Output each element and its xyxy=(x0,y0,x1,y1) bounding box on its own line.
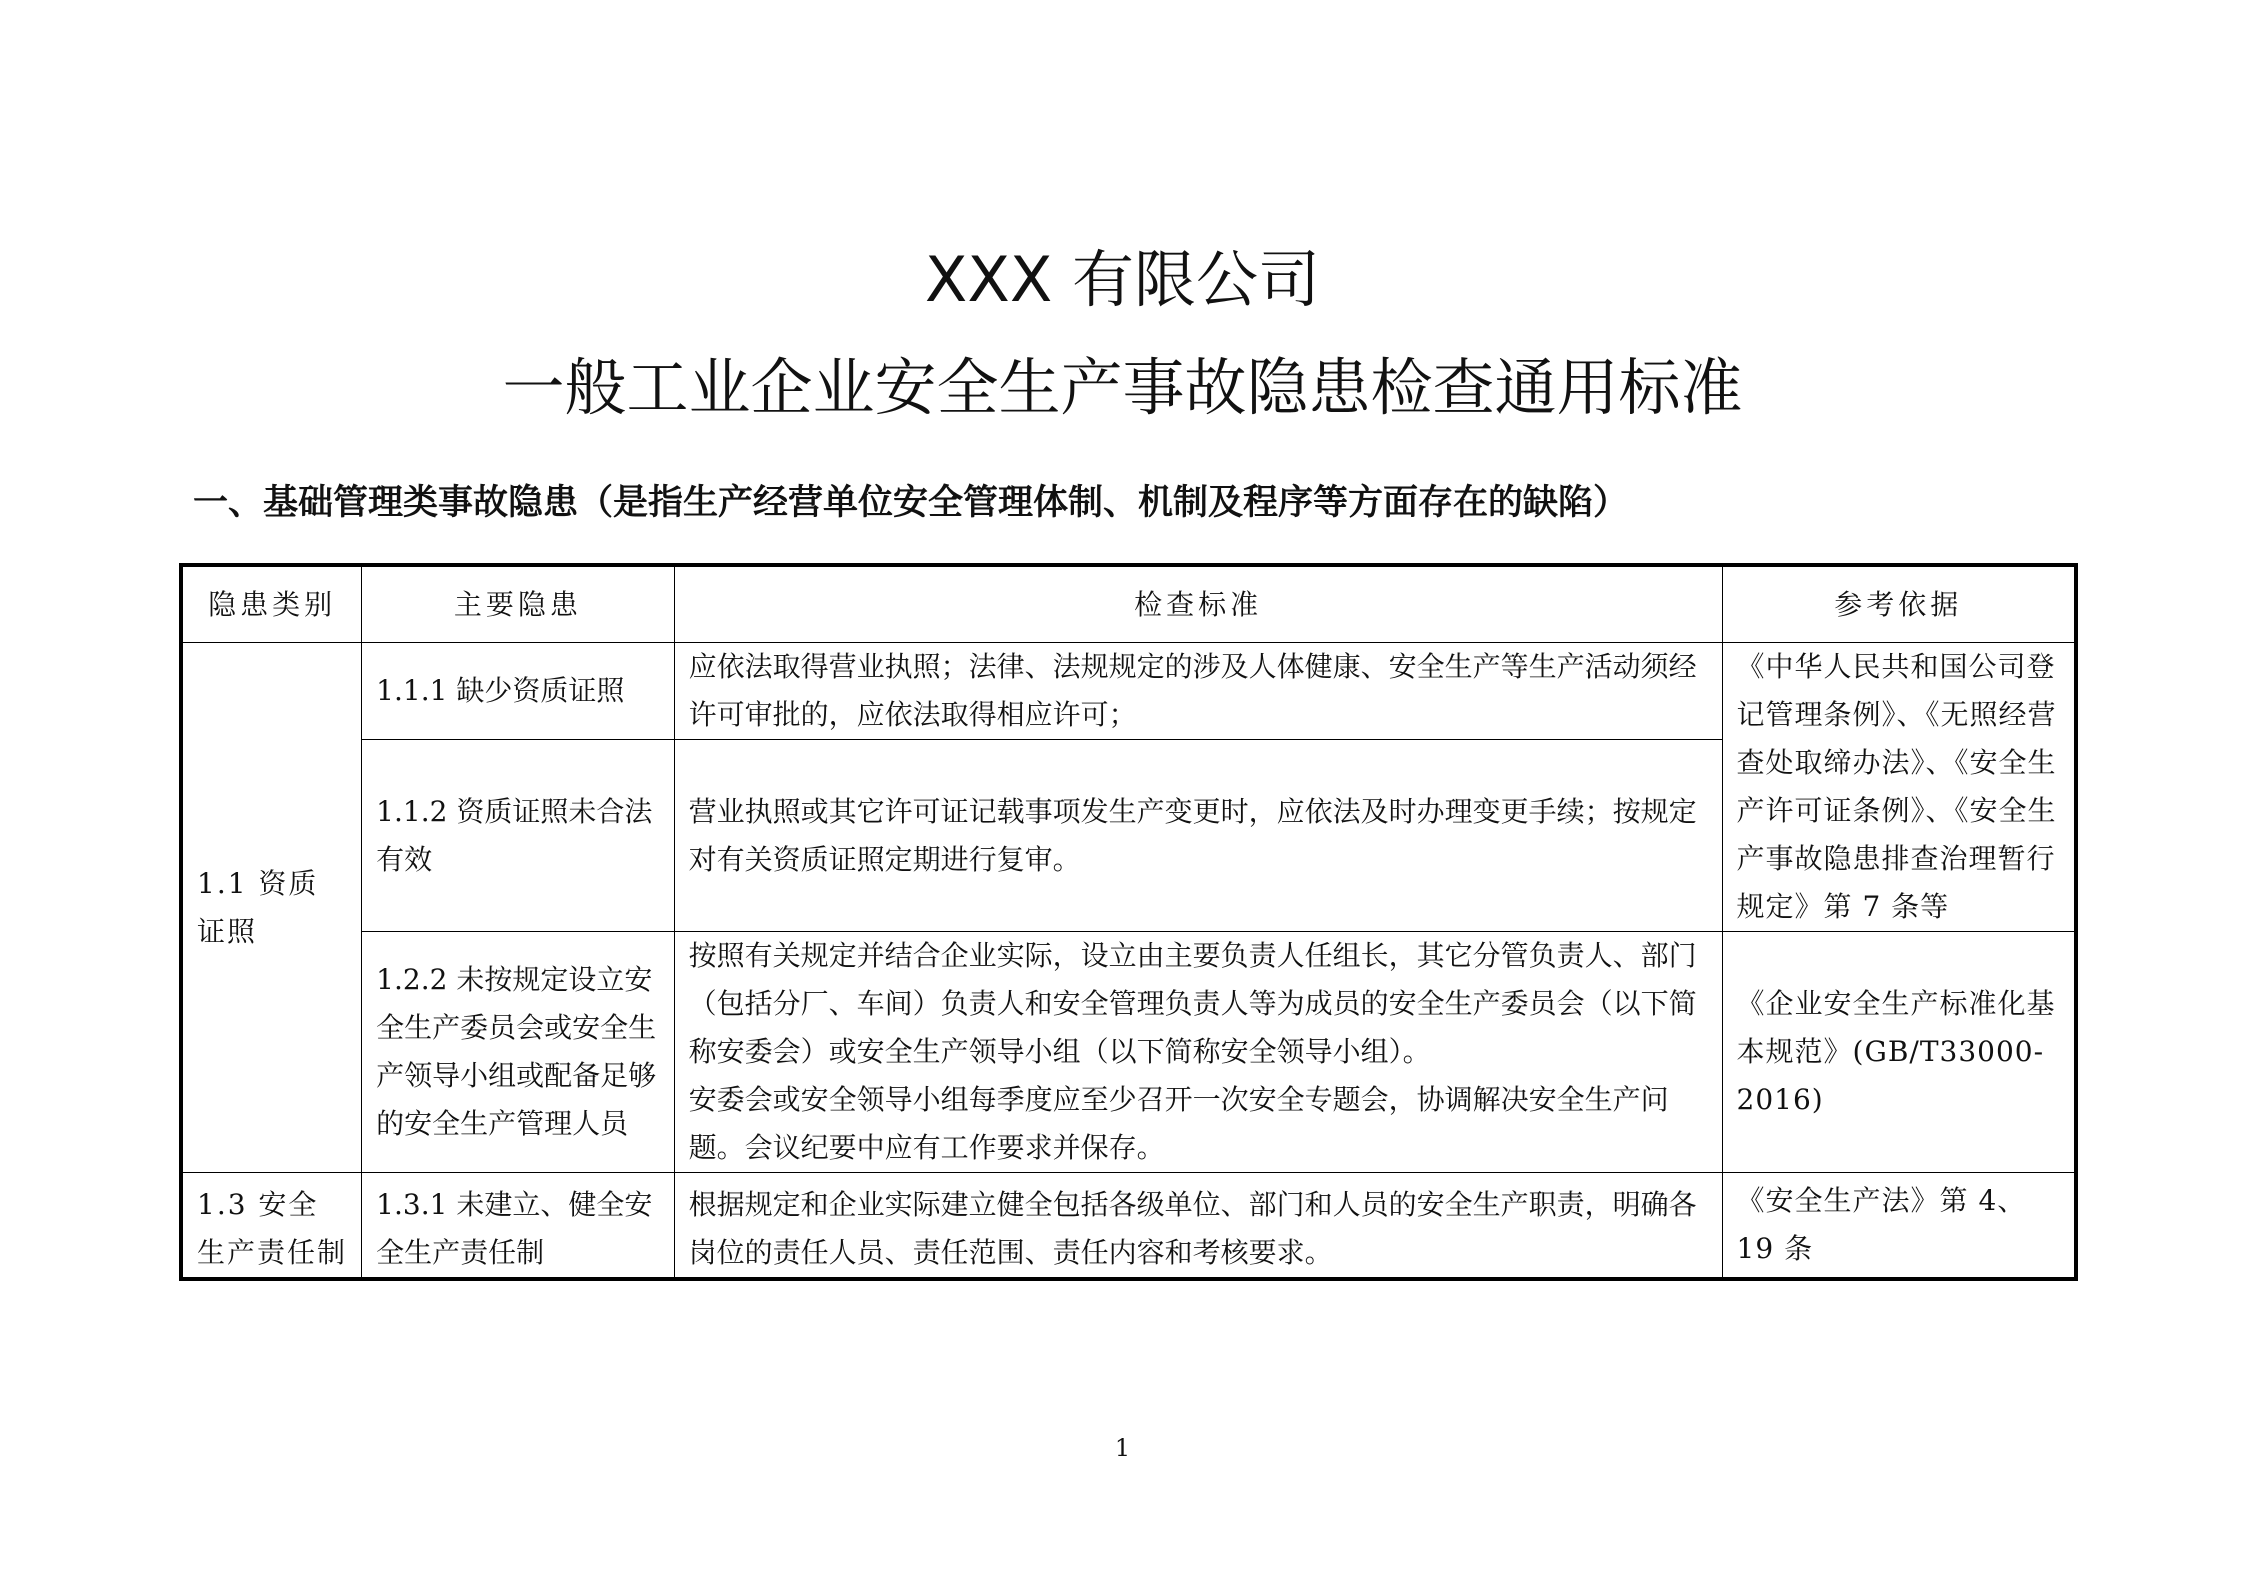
header-category: 隐患类别 xyxy=(181,565,362,643)
table-row xyxy=(181,643,2076,740)
header-check-standard: 检查标准 xyxy=(674,565,1722,643)
check-standard-paragraph: 安委会或安全领导小组每季度应至少召开一次安全专题会，协调解决安全生产问题。会议纪要中应有工作要求并保存。 xyxy=(688,1083,1669,1164)
page-number: 1 xyxy=(1114,1434,1131,1462)
check-standard-cell: 应依法取得营业执照；法律、法规规定的涉及人体健康、安全生产等生产活动须经许可审批的，应依法取得相应许可； xyxy=(674,643,1722,740)
header-reference: 参考依据 xyxy=(1722,565,2076,643)
check-standard-paragraph: 按照有关规定并结合企业实际，设立由主要负责人任组长，其它分管负责人、部门（包括分厂、车间）负责人和安全管理负责人等为成员的安全生产委员会（以下简称安委会）或安全生产领导小组（以下简称安全领导小组）。 xyxy=(688,939,1697,1068)
main-hazard-cell: 1.1.2 资质证照未合法有效 xyxy=(362,740,674,932)
main-hazard-cell: 1.1.1 缺少资质证照 xyxy=(362,643,674,740)
main-hazard-cell: 1.2.2 未按规定设立安全生产委员会或安全生产领导小组或配备足够的安全生产管理人员 xyxy=(362,932,674,1173)
table-row xyxy=(181,1173,2076,1280)
table-header-row xyxy=(181,565,2076,643)
reference-cell: 《安全生产法》第 4、19 条 xyxy=(1722,1173,2076,1280)
category-cell: 1.3 安全生产责任制 xyxy=(181,1173,362,1280)
section-heading: 一、基础管理类事故隐患（是指生产经营单位安全管理体制、机制及程序等方面存在的缺陷） xyxy=(193,483,1629,523)
check-standard-cell: 营业执照或其它许可证记载事项发生产变更时，应依法及时办理变更手续；按规定对有关资质证照定期进行复审。 xyxy=(674,740,1722,932)
table-row xyxy=(181,932,2076,1173)
hazard-standard-table xyxy=(179,563,2078,1281)
reference-cell: 《中华人民共和国公司登记管理条例》、《无照经营查处取缔办法》、《安全生产许可证条例》、《安全生产事故隐患排查治理暂行规定》第 7 条等 xyxy=(1722,643,2076,932)
main-hazard-cell: 1.3.1 未建立、健全安全生产责任制 xyxy=(362,1173,674,1280)
check-standard-cell: 根据规定和企业实际建立健全包括各级单位、部门和人员的安全生产职责，明确各岗位的责任人员、责任范围、责任内容和考核要求。 xyxy=(674,1173,1722,1280)
header-main-hazard: 主要隐患 xyxy=(362,565,674,643)
document-title: XXX 有限公司 xyxy=(924,243,1321,316)
document-subtitle: 一般工业企业安全生产事故隐患检查通用标准 xyxy=(502,351,1743,424)
reference-cell: 《企业安全生产标准化基本规范》(GB/T33000-2016) xyxy=(1722,932,2076,1173)
category-cell: 1.1 资质证照 xyxy=(181,643,362,1173)
check-standard-cell xyxy=(674,932,1722,1173)
